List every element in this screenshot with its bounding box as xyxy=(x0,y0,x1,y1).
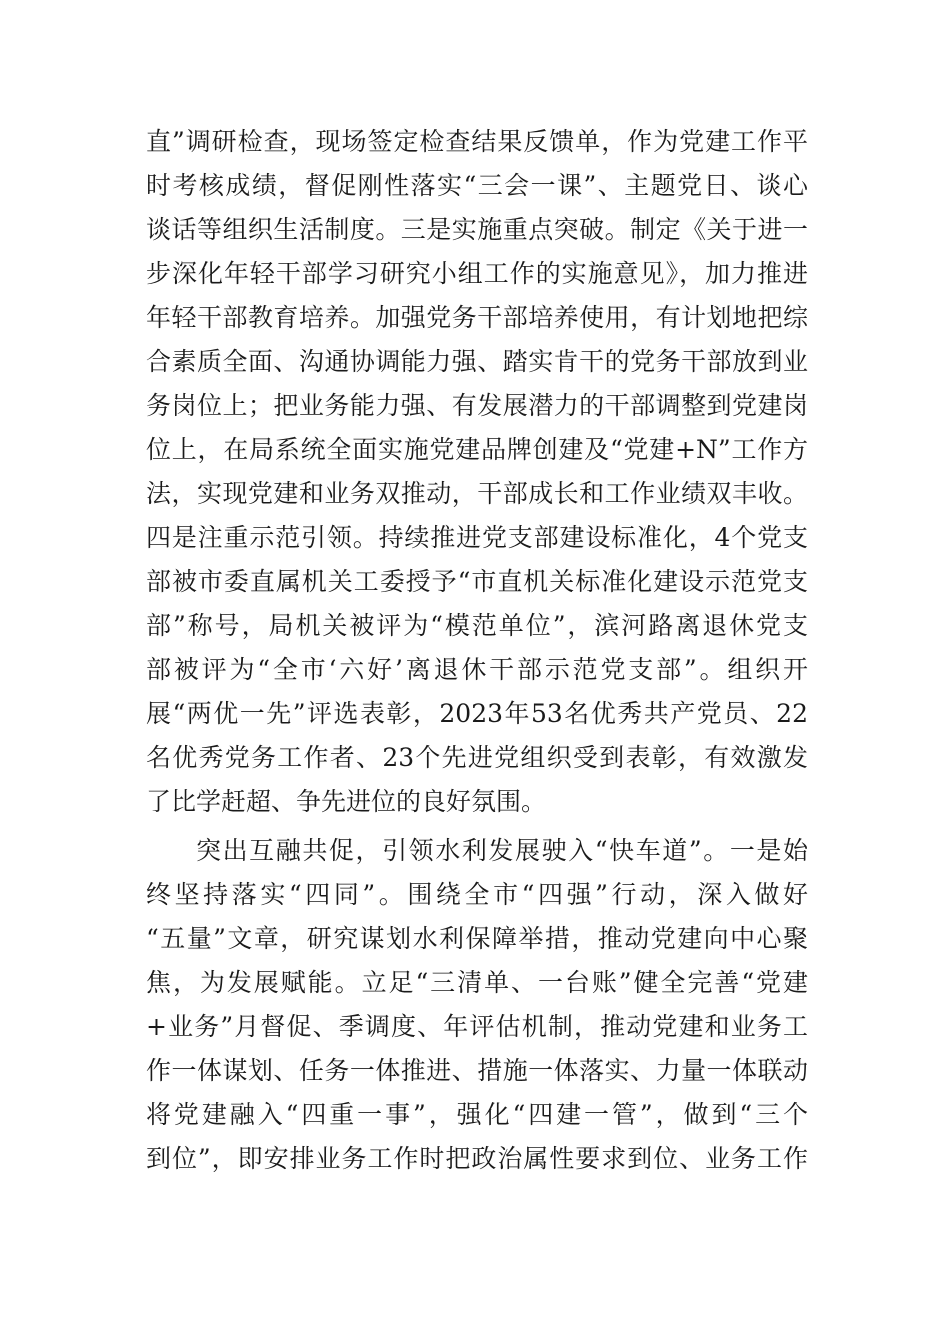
text-line: 终坚持落实“四同”。围绕全市“四强”行动，深入做好 xyxy=(146,880,808,909)
text-line: 部”称号，局机关被评为“模范单位”，滨河路离退休党支 xyxy=(146,611,808,640)
text-line: 务岗位上；把业务能力强、有发展潜力的干部调整到党建岗 xyxy=(146,391,808,420)
text-line: “五量”文章，研究谋划水利保障举措，推动党建向中心聚 xyxy=(146,924,808,953)
text-line: 到位”，即安排业务工作时把政治属性要求到位、业务工作 xyxy=(146,1144,808,1173)
text-line: 位上，在局系统全面实施党建品牌创建及“党建+N”工作方 xyxy=(146,435,808,464)
text-line: 直”调研检查，现场签定检查结果反馈单，作为党建工作平 xyxy=(146,127,808,156)
paragraph-first-line: 突出互融共促，引领水利发展驶入“快车道”。一是始 xyxy=(196,836,808,865)
text-line: 焦，为发展赋能。立足“三清单、一台账”健全完善“党建 xyxy=(146,968,808,997)
text-line: 合素质全面、沟通协调能力强、踏实肯干的党务干部放到业 xyxy=(146,347,808,376)
text-line: 年轻干部教育培养。加强党务干部培养使用，有计划地把综 xyxy=(146,303,808,332)
text-line: 作一体谋划、任务一体推进、措施一体落实、力量一体联动 xyxy=(146,1056,808,1085)
text-line: 时考核成绩，督促刚性落实“三会一课”、主题党日、谈心 xyxy=(146,171,808,200)
text-line: 谈话等组织生活制度。三是实施重点突破。制定《关于进一 xyxy=(146,215,808,244)
text-line: 了比学赶超、争先进位的良好氛围。 xyxy=(146,787,547,816)
text-line: +业务”月督促、季调度、年评估机制，推动党建和业务工 xyxy=(146,1012,808,1041)
text-line: 展“两优一先”评选表彰，2023年53名优秀共产党员、22 xyxy=(146,699,808,728)
text-line: 将党建融入“四重一事”，强化“四建一管”，做到“三个 xyxy=(146,1100,808,1129)
text-line: 部被市委直属机关工委授予“市直机关标准化建设示范党支 xyxy=(146,567,808,596)
text-line: 名优秀党务工作者、23个先进党组织受到表彰，有效激发 xyxy=(146,743,808,772)
text-line: 法，实现党建和业务双推动，干部成长和工作业绩双丰收。 xyxy=(146,479,808,508)
text-line: 步深化年轻干部学习研究小组工作的实施意见》，加力推进 xyxy=(146,259,808,288)
text-line: 部被评为“全市‘六好’离退休干部示范党支部”。组织开 xyxy=(146,655,808,684)
text-line: 四是注重示范引领。持续推进党支部建设标准化，4个党支 xyxy=(146,523,808,552)
